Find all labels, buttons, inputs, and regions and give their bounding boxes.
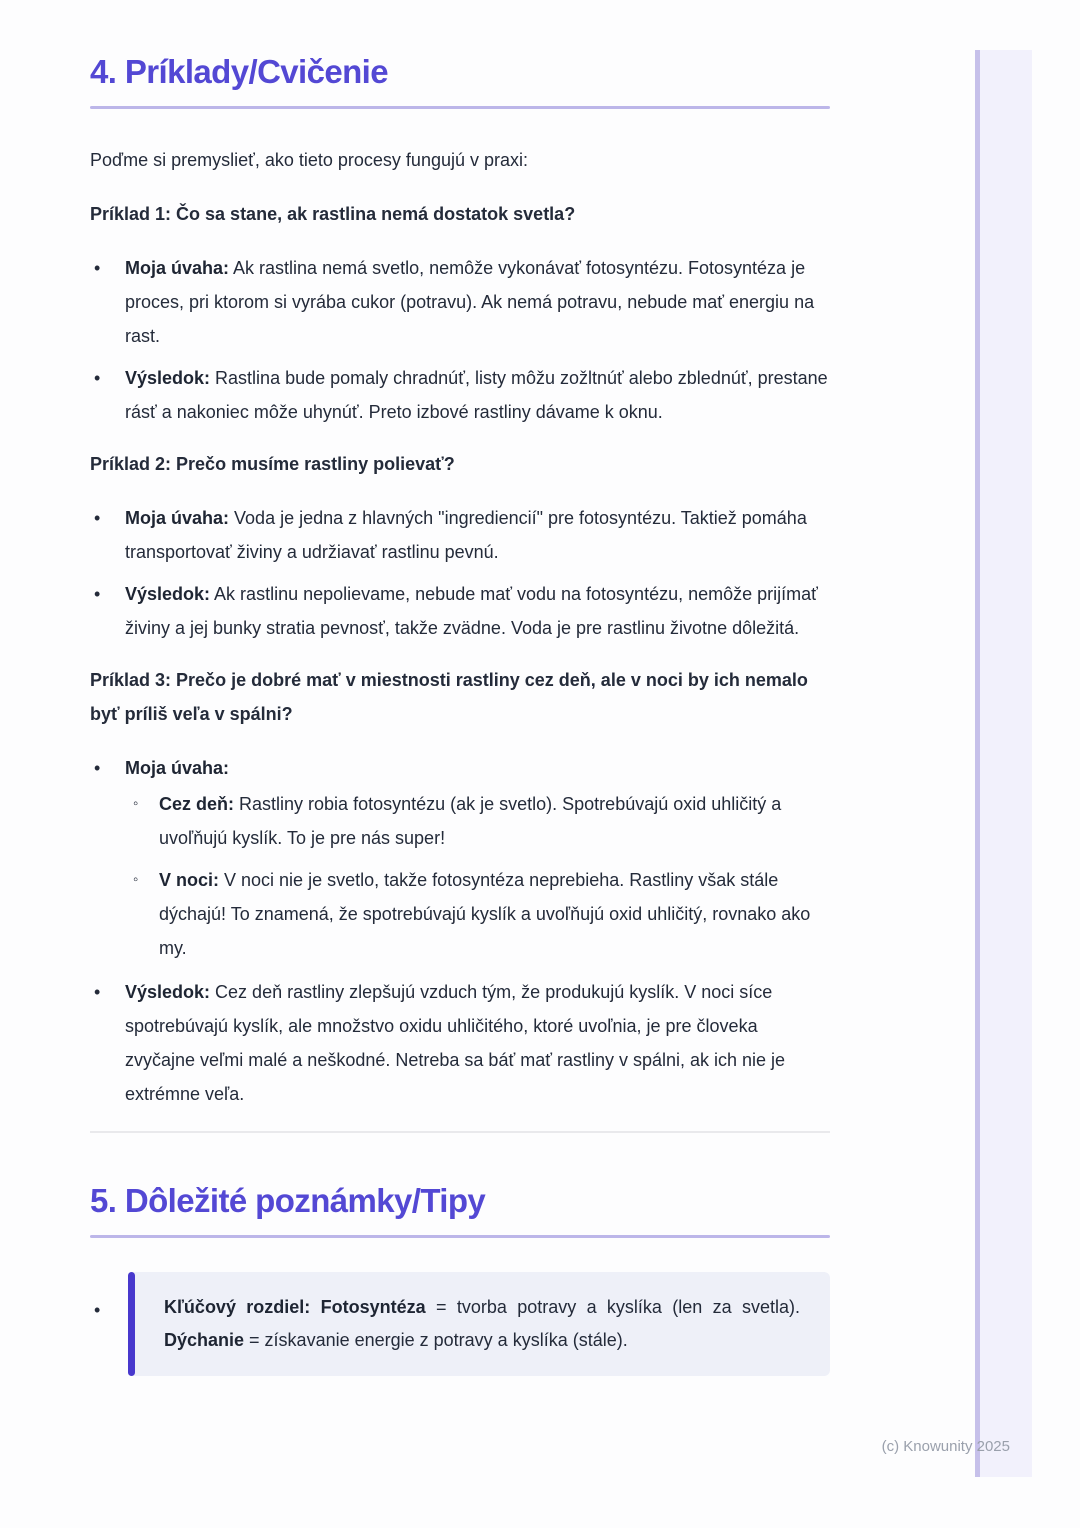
key-note-regular-2: = získavanie energie z potravy a kyslíka (stále). [244,1330,628,1350]
section-4-intro: Poďme si premyslieť, ako tieto procesy fungujú v praxi: [90,150,529,170]
item-text: Rastliny robia fotosyntézu (ak je svetlo). Spotrebúvajú oxid uhličitý a uvoľňujú kyslík. To je pre nás super! [159,794,782,848]
list-item [90,577,830,645]
key-note-text [164,1291,800,1357]
item-text: Ak rastlinu nepolievame, nebude mať vodu na fotosyntézu, nemôže prijímať živiny a jej bunky stratia pevnosť, takže zvädne. Voda je pre rastlinu životne dôležitá. [125,584,818,638]
example-list [90,501,830,645]
circle-bullet-icon: ◦ [133,871,139,888]
bullet-icon: • [94,368,101,388]
item-label: Výsledok: [125,368,211,388]
list-item [90,251,830,353]
example-title: Príklad 3: Prečo je dobré mať v miestnosti rastliny cez deň, ale v noci by ich nemalo byť príliš veľa v spálni? [90,670,808,724]
callout-accent-bar [128,1272,135,1376]
item-label: Výsledok: [125,982,211,1002]
bullet-icon: • [94,1300,101,1320]
section-5-underline [90,1235,830,1238]
bullet-icon: • [94,258,101,278]
bullet-icon: • [94,758,101,778]
item-label: Výsledok: [125,584,211,604]
item-text: Rastlina bude pomaly chradnúť, listy môžu zožltnúť alebo zblednúť, prestane rásť a nakoniec môže uhynúť. Preto izbové rastliny dávame k oknu. [125,368,828,422]
sub-list-item [125,787,830,855]
circle-bullet-icon: ◦ [133,795,139,812]
example-list [90,751,830,1111]
item-label: Cez deň: [159,794,235,814]
section-4-title: 4. Príklady/Cvičenie [90,53,389,90]
bullet-icon: • [94,508,101,528]
example-list [90,251,830,429]
item-text: Ak rastlina nemá svetlo, nemôže vykonávať fotosyntézu. Fotosyntéza je proces, pri ktorom si vyrába cukor (potravu). Ak nemá potravu, nebude mať energiu na rast. [125,258,815,346]
key-note-bold-2: Dýchanie [164,1330,245,1350]
section-divider [90,1131,830,1133]
item-label: Moja úvaha: [125,258,230,278]
item-text: V noci nie je svetlo, takže fotosyntéza neprebieha. Rastliny však stále dýchajú! To znamená, že spotrebúvajú kyslík a uvoľňujú oxid uhličitý, rovnako ako my. [159,870,811,958]
section-4-underline [90,106,830,109]
key-note-regular-1: = tvorba potravy a kyslíka (len za svetla). [425,1297,800,1317]
list-item [90,751,830,965]
bullet-icon: • [94,982,101,1002]
list-item [90,501,830,569]
page-edge-stripe [975,50,1032,1477]
example-title: Príklad 1: Čo sa stane, ak rastlina nemá dostatok svetla? [90,204,576,224]
list-item [90,361,830,429]
example-title: Príklad 2: Prečo musíme rastliny polievať? [90,454,455,474]
sub-list-item [125,863,830,965]
sub-list [125,787,830,965]
key-note-callout [128,1272,830,1376]
key-note-item [90,1272,830,1376]
item-label: Moja úvaha: [125,508,230,528]
list-item [90,975,830,1111]
bullet-icon: • [94,584,101,604]
document-content [90,50,830,1376]
item-text: Voda je jedna z hlavných "ingrediencií" pre fotosyntézu. Taktiež pomáha transportovať živiny a udržiavať rastlinu pevnú. [125,508,807,562]
key-note-bold-1: Kľúčový rozdiel: Fotosyntéza [164,1297,426,1317]
item-label: Moja úvaha: [125,758,230,778]
copyright-footer: (c) Knowunity 2025 [881,1438,1010,1455]
examples-container [90,197,830,1111]
item-label: V noci: [159,870,220,890]
item-text: Cez deň rastliny zlepšujú vzduch tým, že produkujú kyslík. V noci síce spotrebúvajú kyslík, ale množstvo oxidu uhličitého, ktoré uvoľnia, je pre človeka zvyčajne veľmi malé a neškodné. Netreba sa báť mať rastliny v spálni, ak ich nie je extrémne veľa. [125,982,786,1104]
section-5-title: 5. Dôležité poznámky/Tipy [90,1182,486,1219]
